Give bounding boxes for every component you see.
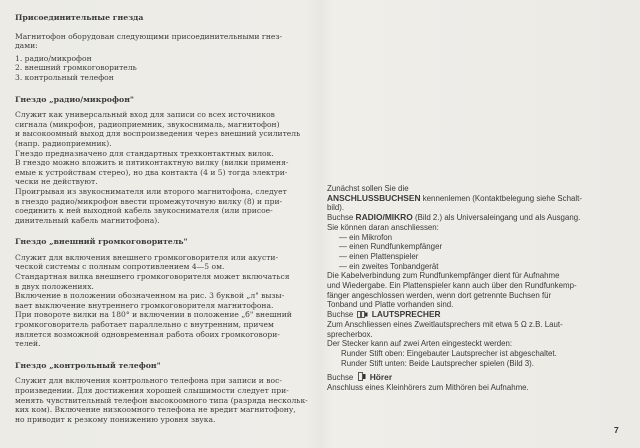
ru-speaker-p4: При повороте вилки на 180° и включении в положение „б" внешний громкоговоритель работает параллельно с внутренним, причем является возможной одновременная работа обоих громкоговори- телей. [15,310,292,349]
list-item: — einen Rundfunkempfänger [339,242,443,252]
de-speaker-text: Zum Anschliessen eines Zweitlautsprechers mit etwa 5 Ω z.B. Laut- sprecherbox. [327,319,563,339]
russian-column [15,13,315,424]
german-column [327,184,619,393]
ru-speaker-p2: Стандартная вилка внешнего громкоговорителя может включаться в двух положениях. [15,272,290,291]
ru-intro: Магнитофон оборудован следующими присоединительными гнез- дами: [15,31,283,51]
ru-speaker-p1: Служит для включения внешнего громкоговорителя или акусти- ческой системы с полным сопротивлением 4—5 ом. [15,252,279,272]
list-item: — ein Mikrofon [339,232,393,242]
ru-radio-heading: Гнездо „радио/микрофон" [15,94,134,104]
de-plug-intro: Der Stecker kann auf zwei Arten eingesteckt werden: [327,339,513,349]
de-plug-bottom: Runder Stift unten: Beide Lautsprecher spielen (Bild 3). [341,358,534,368]
list-item: — ein zweites Tonbandgerät [339,261,439,271]
de-radio-text: (Bild 2.) als Universaleingang und als Ausgang. Sie können daran anschliessen: [327,213,581,232]
headphone-jack-icon [358,372,366,381]
de-plug-top: Runder Stift oben: Eingebauter Lautsprecher ist abgeschaltet. [341,348,557,358]
de-speaker-title: LAUTSPRECHER [371,309,441,320]
de-connect-list [327,233,619,272]
de-radio-paragraph [327,213,619,232]
ru-headphone-heading: Гнездо „контрольный телефон" [15,360,161,370]
de-headphone-text: Anschluss eines Kleinhörers zum Mithören bei Aufnahme. [327,383,529,393]
de-anschluss-paragraph [327,194,619,213]
ru-radio-p1: Служит как универсальный вход для записи со всех источников сигнала (микрофон, радиоприемник, звукоснималь, магнитофон) и высокоомный выход для воспроизведения через внешний усилитель (напр. радиоприемник). [15,110,301,148]
de-radio-title: RADIO/MIKRO [355,212,413,223]
de-intro-line: Zunächst sollen Sie die [327,184,409,193]
de-radio-prefix: Buchse [327,213,356,223]
ru-speaker-heading: Гнездо „внешний громкоговоритель" [15,237,188,247]
de-headphone-prefix: Buchse [327,373,354,383]
de-anschluss-title: ANSCHLUSSBUCHSEN [327,192,421,203]
list-item: 2. внешний громкоговоритель [15,63,137,73]
de-speaker-heading [327,310,619,320]
list-item: — einen Plattenspieler [339,251,419,261]
ru-headphone-p1: Служит для включения контрольного телефона при записи и вос- произведении. Для достижения хорошей слышимости следует при- менять чувствительный телефон высокоомного типа (разряда нескольк- ких ком). Включение низкоомного телефона не вредит магнитофону, но приводит к резкому понижению уровня звука. [15,376,308,424]
de-cable-paragraph: Die Kabelverbindung zum Rundfunkempfänger dient für Aufnahme und Wiedergabe. Ein Plattenspieler kann auch über den Rundfunkemp- fänger angeschlossen werden, wenn dort getrennte Buchsen für Tonband und Platte vorhanden sind. [327,271,577,310]
list-item: 1. радио/микрофон [15,53,92,63]
de-speaker-prefix: Buchse [327,310,354,320]
de-headphone-title: Hörer [369,372,393,383]
ru-speaker-p3: Включение в положении обозначенном на рис. 3 буквой „л" вызы- вает выключение внутреннего громкоговорителя магнитофона. [15,291,285,310]
ru-radio-p2: Гнездо предназначено для стандартных трехконтактных вилок. В гнездо можно вложить и пятиконтактную вилку (вилки применя- емые к устройствам стерео), но два контакта (4 и 5) тогда электри- чески не действуют. [15,148,289,187]
page-number: 7 [614,425,619,435]
list-item: 3. контрольный телефон [15,72,114,82]
de-anschluss-text: kennenlemen (Kontaktbelegung siehe Schalt- bild). [327,193,582,213]
ru-jack-list [15,54,315,83]
ru-section-title: Присоединительные гнезда [15,13,144,22]
de-headphone-heading [327,372,619,383]
loudspeaker-icon [357,311,368,318]
ru-radio-p3: Проигрывая из звукоснимателя или второго магнитофона, следует в гнездо радио/микрофон ввести промежуточную вилку (8) и при- соединить к ней выходной кабель звукоснимателя (или присое- динительный кабель магнитофона). [15,186,287,225]
